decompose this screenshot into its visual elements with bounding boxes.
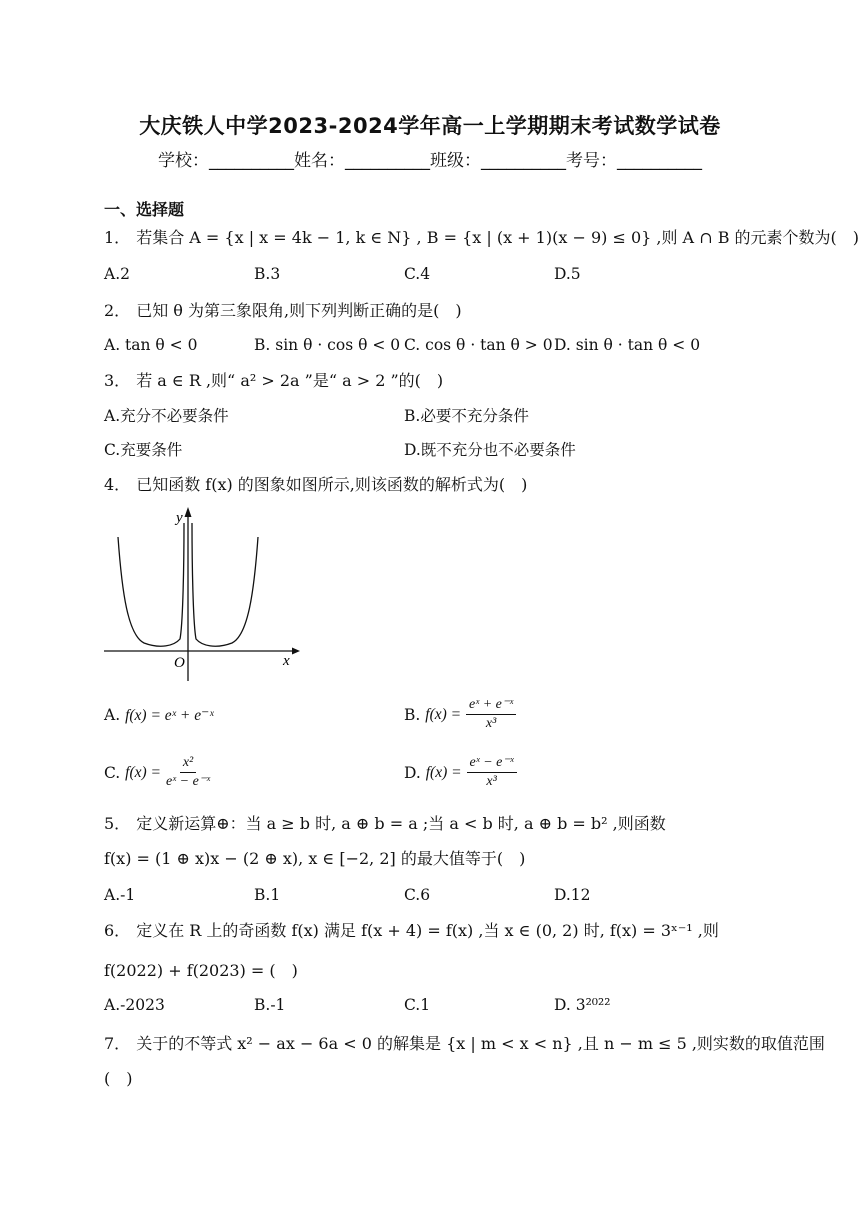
question-stem: 已知 θ 为第三象限角,则下列判断正确的是( ) [136,301,462,320]
q1-option-c: C.4 [404,265,431,283]
exam-title: 大庆铁人中学2023-2024学年高一上学期期末考试数学试卷 [139,114,721,138]
q6-option-b: B.-1 [254,996,286,1014]
q6-option-c: C.1 [404,996,431,1014]
question-stem-line-1: 定义新运算⊕：当 a ≥ b 时, a ⊕ b = a ;当 a < b 时, a ⊕ b = b² ,则函数 [136,814,666,833]
question-4 [104,472,527,495]
question-number: 5． [104,814,131,833]
q5-option-d: D.12 [554,886,591,904]
question-6-line-2: f(2022) + f(2023) = ( ) [104,961,298,980]
question-stem-line-1: 定义在 R 上的奇函数 f(x) 满足 f(x + 4) = f(x) ,当 x ∈ (0, 2) 时, f(x) = 3ˣ⁻¹ ,则 [136,921,719,940]
question-number: 3． [104,371,131,390]
q3-option-c: C.充要条件 [104,441,183,459]
q2-option-d: D. sin θ · tan θ < 0 [554,336,701,354]
function-graph [100,503,300,683]
x-axis-arrow [292,648,300,655]
question-5-line-2: f(x) = (1 ⊕ x)x − (2 ⊕ x), x ∈ [−2, 2] 的最大值等于( ) [104,849,526,868]
section-heading: 一、选择题 [104,200,185,219]
question-number: 2． [104,301,131,320]
q4-option-b: B. f(x) = $\frac{\text{eˣ + e⁻ˣ}}{\text{x³}}$ [404,696,516,733]
fraction: $\frac{\text{eˣ + e⁻ˣ}}{\text{x³}}$ [466,696,516,733]
x-axis-label: x [283,653,290,669]
fraction: $\frac{\text{eˣ − e⁻ˣ}}{\text{x³}}$ [467,754,517,791]
y-axis-arrow [185,507,192,517]
question-5 [104,811,666,834]
question-2 [104,298,462,321]
question-number: 7． [104,1034,131,1053]
q1-option-b: B.3 [254,265,281,283]
q6-option-d: D. 3²⁰²² [554,996,611,1014]
question-number: 1． [104,228,131,247]
question-7-line-2: ( ) [104,1069,133,1088]
q4-option-a: A. f(x) = eˣ + e⁻ˣ [104,706,214,724]
graph-curve-right [192,523,258,646]
graph-curve-left [118,523,184,646]
student-info-line: 学校：__________姓名：__________班级：__________考号：__________ [158,151,702,171]
q2-option-c: C. cos θ · tan θ > 0 [404,336,553,354]
question-1 [104,225,859,248]
question-6 [104,918,719,941]
q5-option-c: C.6 [404,886,431,904]
q4-option-d: D. f(x) = $\frac{\text{eˣ − e⁻ˣ}}{\text{x³}}$ [404,754,517,791]
question-number: 4． [104,475,131,494]
question-7 [104,1031,825,1054]
q2-option-b: B. sin θ · cos θ < 0 [254,336,401,354]
origin-label: O [174,655,185,671]
question-stem: 若 a ∈ R ,则“ a² > 2a ”是“ a > 2 ”的( ) [136,371,444,390]
question-stem-line-1: 关于的不等式 x² − ax − 6a < 0 的解集是 {x | m < x < n} ,且 n − m ≤ 5 ,则实数的取值范围 [136,1034,825,1053]
q1-option-d: D.5 [554,265,581,283]
q4-option-c: C. f(x) = $\frac{\text{x²}}{\text{eˣ − e⁻ˣ}}$ [104,755,211,789]
q3-option-b: B.必要不充分条件 [404,407,529,425]
fraction: $\frac{\text{x²}}{\text{eˣ − e⁻ˣ}}$ [165,755,211,789]
q3-option-d: D.既不充分也不必要条件 [404,441,576,459]
q1-option-a: A.2 [104,265,130,283]
question-stem: 已知函数 f(x) 的图象如图所示,则该函数的解析式为( ) [136,475,528,494]
q3-option-a: A.充分不必要条件 [104,407,229,425]
q6-option-a: A.-2023 [104,996,165,1014]
q2-option-a: A. tan θ < 0 [104,336,198,354]
q5-option-b: B.1 [254,886,281,904]
question-stem: 若集合 A = {x | x = 4k − 1, k ∈ N} , B = {x | (x + 1)(x − 9) ≤ 0} ,则 A ∩ B 的元素个数为( ) [136,228,860,247]
question-number: 6． [104,921,131,940]
y-axis-label: y [176,510,183,526]
question-3 [104,368,443,391]
q5-option-a: A.-1 [104,886,136,904]
